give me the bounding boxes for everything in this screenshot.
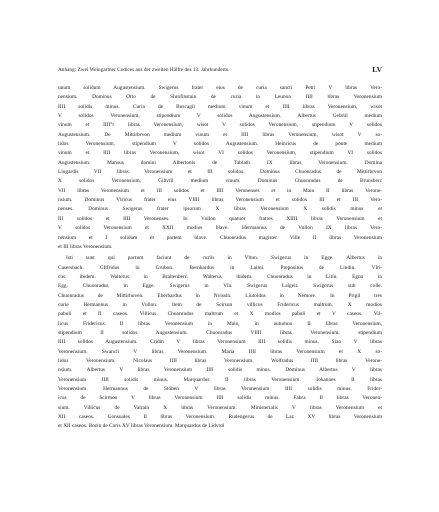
- text-line: stipendium II solidos Augustensium. Chuonradus VIIII libras Veronensium, stipendium: [58, 329, 382, 336]
- text-line: Casersbach. Gftfridus in Grubon. Bernhardus in Laimi. Prepositus de Lindin. Vlri-: [58, 264, 382, 271]
- body-text: [58, 84, 382, 432]
- text-line: licus Fridericus II libras Veronensium in Maio, in autumno II libras Veronensium,: [58, 320, 382, 327]
- text-line: et XII caseos. Bozin de Coris XV libras Veronensium. Marquardus de Lidvrol: [58, 423, 225, 430]
- text-line: Veronensium IIII solidis minus. Marquardus II libras Veronensium. Iohannes II libras: [58, 376, 382, 383]
- text-line: Augustensium. Mansus domini Albertonis de Tablath IX libras Veronensium. Domina: [58, 159, 382, 166]
- text-line: pabuli et II caseos. Villicus Chuonradus maltrum et X modios pabuli et V caseos. Vil-: [58, 311, 382, 318]
- text-line: Augustensium. De Mittirbrvon medium vinum et IIII libras Veronensium, wisot V so-: [58, 131, 382, 138]
- text-line: sium. Villicus de Valrain X libras Veronensium. Ministerialis V libras Veronensium et: [58, 404, 382, 411]
- text-line: III solidos et IIII Veronenses. In Vullon quatuor fratres XIIII libras Veronensium et: [58, 215, 382, 222]
- text-line: Egg. Chuonradus in Egge. Swigerus in Vla. Swigerus Laigeir. Swigerus sub colle.: [58, 283, 382, 290]
- text-line: icus de Scirmon V libras Veronensium IIII solidis minus. Fabra II libras Veronen-: [58, 395, 382, 402]
- text-line: et III libras Veronensium.: [58, 243, 113, 250]
- text-line: Chuonradus de Mittirhoven. Eberhardus in Nvissin. Liutoldus in Nemore. In Prigil tres: [58, 292, 382, 299]
- paragraph: [58, 254, 382, 432]
- text-line: V solidos Veronensium et XXII modios blave. Hermannus de Vullon IX libras Vero-: [58, 225, 382, 232]
- text-line: Veronensium. Swancli V libras Veronensium. Maria IIII libras Veronensium et X so-: [58, 348, 382, 355]
- paragraph: [58, 84, 382, 252]
- text-line: V solidos Veronensium, stipendium V solidos Augustensium. Albertus Gebriil medium: [58, 113, 382, 120]
- page-header: [58, 66, 382, 78]
- text-line: lidos Veronensium, stipendium V solidos Augustensium. Heinricus de ponte medium: [58, 141, 382, 148]
- page-number: LV: [372, 65, 382, 74]
- text-line: lidos Veronensium. Nicolaus IIII libras Veronensium. Wolfradus IIII libras Verone-: [58, 357, 382, 364]
- text-line: IIII solidis minus. Curia de Buscagil medium vinum et IIII libras Veronensium, wisot: [58, 103, 382, 110]
- text-line: unum solidum Augustensium. Swigerus frater eius de curia sancti Petri V libras Vero-: [58, 85, 382, 91]
- text-line: nenses. Dominus Swigerus frater ipsorum X libras Veronensium X solidis minus et: [58, 206, 382, 213]
- text-line: vinum et IIII libras Veronensium, wisot VI solidos Veronensium, stipendium VI solidos: [58, 150, 382, 157]
- text-line: curie Hermannus in Vullon. Item de Scirsun villicus Fridericus maltrum, X modios: [58, 301, 382, 308]
- text-line: Isti sunt qui pactum faciunt de curiis in Vltun. Swigerus in Egge. Albertus in: [66, 255, 382, 262]
- text-line: nsium. Dominus Vlricus frater eius VIIII libras Veronensium et solidos III et III Vero-: [58, 197, 382, 204]
- text-line: nensium et I solidum et partem blave. Chuonradus magister Ville II libras Veronensium: [58, 234, 382, 241]
- text-line: IIII solidos Augustensium. Cridin V libras Veronensium IIII solidis minus. Siao V libras: [58, 339, 382, 346]
- text-line: vinum et IIII°r libras Veronensium, wisot V solidos Veronensium, stipendium V solidos: [58, 122, 382, 129]
- text-line: VII libras Veronensium et III solidos et IIII Veronenses et in Maio II libras Verone-: [58, 187, 382, 194]
- text-line: X solidos Veronensium. Gibvtil medium vinum. Dominus Chuonradus de Brunsberc: [58, 178, 382, 185]
- text-line: cus ibidem. Walterus in Braitenberc. Walterus ibidem. Chuonradus in Litin. Egno in: [58, 273, 382, 280]
- text-line: XII caseos. Gonsuales II libras Veronensium. Rudengerus de Laz XV libras Veronensium: [58, 414, 382, 421]
- text-line: Liugardis VII libras Veronensium et III solidos. Dominus Chuonradus de Mittirbrvon: [58, 169, 382, 176]
- running-head: Anhang: Zwei Weingartner Codices aus der zweiten Hälfte des 13. Jahrhunderts.: [58, 67, 230, 73]
- text-line: nsium. Albertus V libras Veronensium IIII solidis minus. Dominus Albertus V libras: [58, 367, 382, 374]
- text-line: nensium. Dominus Otto de Shrofinstain de curia in Leunon IIII libras Veronensium: [58, 94, 382, 101]
- text-line: Veronensium. Hermannus de Stöben V libras Veronensium IIII solidis minus. Frider-: [58, 386, 382, 392]
